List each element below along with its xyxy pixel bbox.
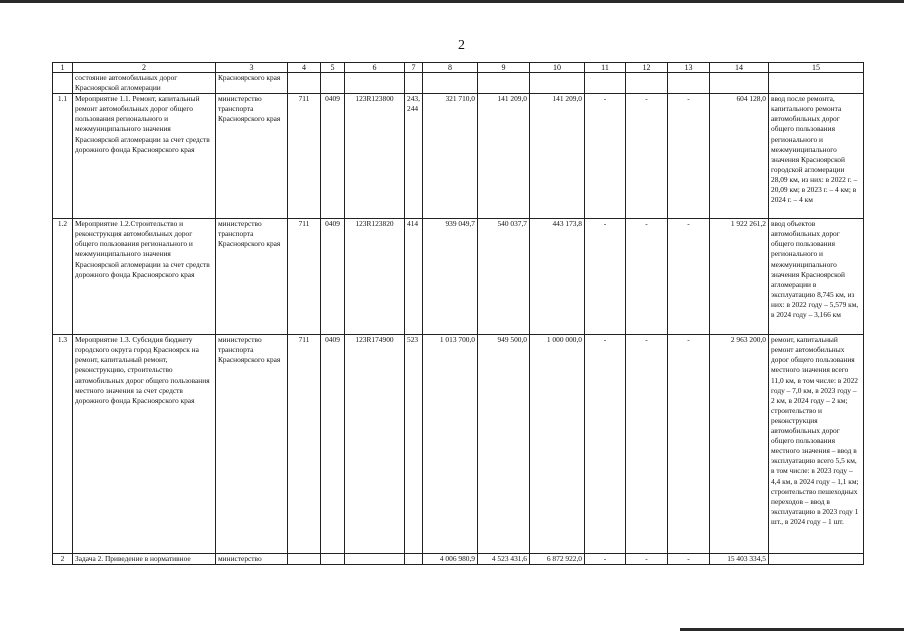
row-number: 1.2	[53, 219, 73, 335]
executor: министерство	[216, 554, 288, 565]
amount-col11: -	[585, 335, 626, 554]
header-cell: 10	[530, 63, 585, 73]
amount-col8: 321 710,0	[423, 94, 478, 219]
table-row	[53, 554, 864, 565]
gp-code: 711	[288, 335, 321, 554]
expense-type: 523	[405, 335, 423, 554]
amount-col8: 939 049,7	[423, 219, 478, 335]
header-cell: 2	[73, 63, 216, 73]
measure-name: Мероприятие 1.1. Ремонт, капитальный ремонт автомобильных дорог общего пользования регионального и межмуниципального значения Красноярской агломерации за счет средств дорожного фонда Красноярского края	[73, 94, 216, 219]
header-cell: 13	[668, 63, 710, 73]
amount-col11: -	[585, 94, 626, 219]
header-cell: 8	[423, 63, 478, 73]
continuation-description: состояние автомобильных дорог Красноярской агломерации	[73, 73, 216, 94]
header-cell: 3	[216, 63, 288, 73]
task-name: Задача 2. Приведение в нормативное	[73, 554, 216, 565]
continuation-row	[53, 73, 864, 94]
amount-col9: 540 037,7	[478, 219, 530, 335]
amount-col12: -	[626, 335, 668, 554]
amount-col8: 1 013 700,0	[423, 335, 478, 554]
header-cell: 14	[710, 63, 769, 73]
amount-total: 1 922 261,2	[710, 219, 769, 335]
expected-result: ввод после ремонта, капитального ремонта автомобильных дорог общего пользования регионального и межмуниципального значения Красноярской городской агломерации 28,09 км, из них: в 2022 г. – 20,09 км; в 2023 г. – 4 км; в 2024 г. – 4 км	[769, 94, 864, 219]
amount-col13: -	[668, 554, 710, 565]
target-article	[345, 554, 405, 565]
program-table	[52, 62, 864, 565]
expected-result	[769, 554, 864, 565]
amount-col10: 1 000 000,0	[530, 335, 585, 554]
measure-name: Мероприятие 1.2.Строительство и реконструкция автомобильных дорог общего пользования регионального и межмуниципального значения Красноярской агломерации за счет средств дорожного фонда Красноярского края	[73, 219, 216, 335]
amount-col12: -	[626, 219, 668, 335]
amount-col12: -	[626, 554, 668, 565]
amount-col10: 141 209,0	[530, 94, 585, 219]
section-code: 0409	[321, 219, 345, 335]
continuation-executor: Красноярского края	[216, 73, 288, 94]
amount-col10: 6 872 922,0	[530, 554, 585, 565]
amount-col9: 141 209,0	[478, 94, 530, 219]
amount-total: 2 963 200,0	[710, 335, 769, 554]
amount-col13: -	[668, 335, 710, 554]
executor: министерство транспорта Красноярского края	[216, 219, 288, 335]
target-article: 123R174900	[345, 335, 405, 554]
section-code: 0409	[321, 335, 345, 554]
row-number: 1.1	[53, 94, 73, 219]
amount-col8: 4 006 980,9	[423, 554, 478, 565]
amount-total: 15 403 334,5	[710, 554, 769, 565]
gp-code	[288, 554, 321, 565]
expense-type: 414	[405, 219, 423, 335]
amount-total: 604 128,0	[710, 94, 769, 219]
target-article: 123R123820	[345, 219, 405, 335]
table-row	[53, 219, 864, 335]
amount-col10: 443 173,8	[530, 219, 585, 335]
expense-type	[405, 554, 423, 565]
header-cell: 7	[405, 63, 423, 73]
scan-edge-bottom	[680, 628, 904, 631]
amount-col12: -	[626, 94, 668, 219]
amount-col11: -	[585, 554, 626, 565]
header-cell: 11	[585, 63, 626, 73]
header-row	[53, 63, 864, 73]
table-row	[53, 335, 864, 554]
row-number: 1.3	[53, 335, 73, 554]
amount-col9: 949 500,0	[478, 335, 530, 554]
header-cell: 6	[345, 63, 405, 73]
expected-result: ввод объектов автомобильных дорог общего пользования регионального и межмуниципального значения Красноярской агломерации в эксплуатацию 8,745 км, из них: в 2022 году – 5,579 км, в 2024 году – 3,166 км	[769, 219, 864, 335]
row-number: 2	[53, 554, 73, 565]
executor: министерство транспорта Красноярского края	[216, 94, 288, 219]
header-cell: 1	[53, 63, 73, 73]
expense-type: 243, 244	[405, 94, 423, 219]
amount-col9: 4 523 431,6	[478, 554, 530, 565]
header-cell: 12	[626, 63, 668, 73]
amount-col13: -	[668, 219, 710, 335]
gp-code: 711	[288, 94, 321, 219]
header-cell: 9	[478, 63, 530, 73]
header-cell: 15	[769, 63, 864, 73]
header-cell: 4	[288, 63, 321, 73]
amount-col13: -	[668, 94, 710, 219]
section-code: 0409	[321, 94, 345, 219]
scan-edge-top	[0, 0, 904, 3]
gp-code: 711	[288, 219, 321, 335]
table-row	[53, 94, 864, 219]
amount-col11: -	[585, 219, 626, 335]
target-article: 123R123800	[345, 94, 405, 219]
expected-result: ремонт, капитальный ремонт автомобильных дорог общего пользования местного значения всего 11,0 км, в том числе: в 2022 году – 7,0 км, в 2023 году – 2 км, в 2024 году – 2 км; строительство и реконструкция автомобильных дорог общего пользования местного значения – ввод в эксплуатацию всего 5,5 км, в том числе: в 2023 году – 4,4 км, в 2024 году – 1,1 км; строительство пешеходных переходов – ввод в эксплуатацию в 2023 году 1 шт., в 2024 году – 1 шт.	[769, 335, 864, 554]
section-code	[321, 554, 345, 565]
page-number: 2	[458, 38, 465, 53]
executor: министерство транспорта Красноярского края	[216, 335, 288, 554]
measure-name: Мероприятие 1.3. Субсидия бюджету городского округа город Красноярск на ремонт, капитальный ремонт, реконструкцию, строительство автомобильных дорог общего пользования местного значения за счет средств дорожного фонда Красноярского края	[73, 335, 216, 554]
header-cell: 5	[321, 63, 345, 73]
